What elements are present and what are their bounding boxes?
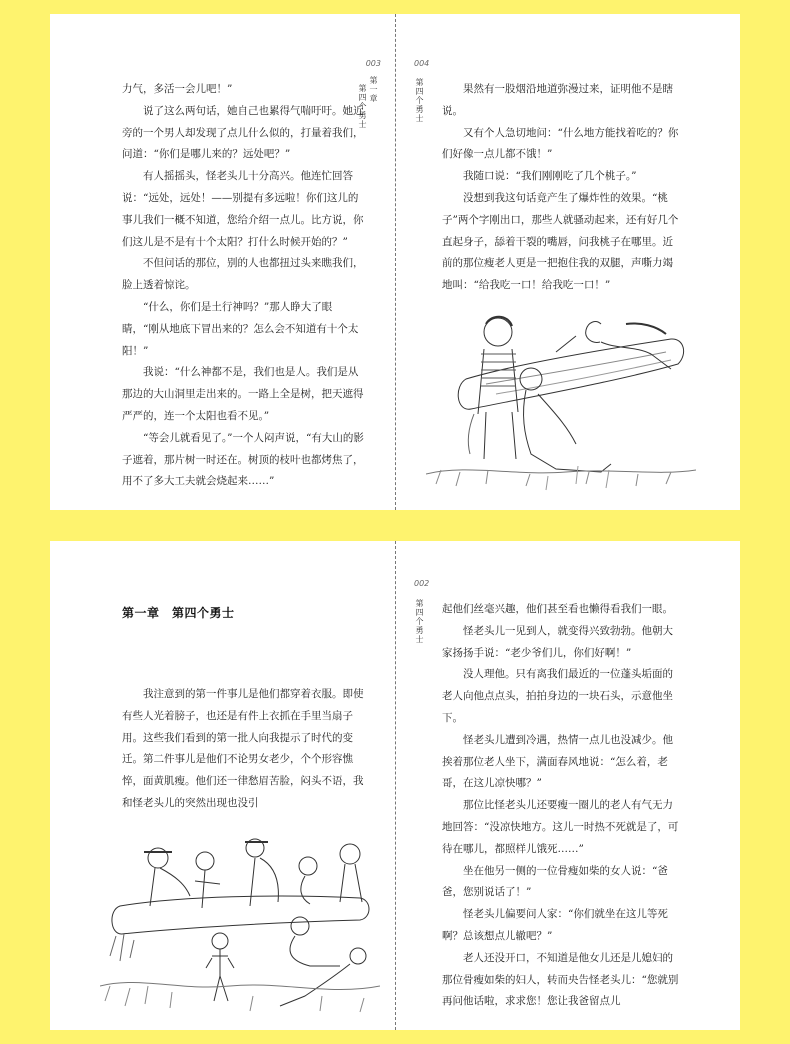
paragraph: 怪老头儿一见到人，就变得兴致勃勃。他朝大家扬扬手说：“老少爷们儿，你们好啊！” [442,624,673,659]
paragraph: 不但问话的那位，别的人也都扭过头来瞧我们，脸上透着惊诧。 [122,257,364,292]
paragraph: 没想到我这句话竟产生了爆炸性的效果。“桃子”两个字刚出口，那些人就骚动起来，还有好几个直起身子，舔着干裂的嘴唇，问我桃子在哪里。近前的那位瘦老人更是一把抱住我的双腿，声嘶力竭地叫：“给我吃一口！给我吃一口！” [442,191,679,292]
paragraph: 力气，多活一会儿吧！” [122,83,233,95]
running-header [414,78,425,123]
paragraph: 我注意到的第一件事儿是他们都穿着衣服。即使有些人光着膀子，也还是有件上衣抓在手里当扇子用。这些我们看到的第一批人向我提示了时代的变迁。第二件事儿是他们不论男女老少，个个形容憔悴，面黄肌瘦。他们还一律愁眉苦脸，闷头不语，我和怪老头儿的突然出现也没引 [122,688,364,809]
page-004 [396,14,740,510]
page-number: 002 [414,579,430,588]
chapter-title: 第一章 第四个勇士 [122,606,235,620]
paragraph: 我随口说：“我们刚刚吃了几个桃子。” [463,170,637,183]
paragraph: 又有个人急切地问：“什么地方能找着吃的？你们好像一点儿都不饿！” [442,126,679,161]
running-header-chapter: 第一章 [369,76,378,103]
running-header [414,599,425,644]
paragraph: 果然有一股烟沿地道弥漫过来，证明他不是瞎说。 [442,83,673,117]
illustration-crowd-on-log [100,836,380,1026]
paragraph: 有人摇摇头，怪老头儿十分高兴。他连忙回答说：“远处，远处！——别提有多远啦！你们这儿的事儿我们一概不知道，您给介绍一点儿。比方说，你们这儿是不是有十个太阳？打什么时候开始的？” [122,170,364,248]
body-text [442,79,682,297]
running-header-title: 第四个勇士 [415,599,424,644]
body-text [122,684,366,815]
paragraph: 没人理他。只有离我们最近的一位蓬头垢面的老人向他点点头，拍拍身边的一块石头，示意他坐下。 [442,668,673,724]
running-header-title: 第四个勇士 [415,78,424,123]
bottom-book-spread [50,541,740,1030]
illustration-people-by-log [426,294,696,494]
top-book-spread [50,14,740,510]
paragraph: “等会儿就看见了。”一个人闷声说，“有大山的影子遮着，那片树一时还在。树顶的枝叶也都烤焦了，用不了多大工夫就会烧起来……” [122,431,364,488]
paragraph: 说了这么两句话，她自己也累得气喘吁吁。她近旁的一个男人却发现了点儿什么似的，打量着我们，问道：“你们是哪儿来的？远处吧？” [122,104,364,161]
body-text [442,599,682,1013]
page-003 [50,14,395,510]
paragraph: “什么，你们是土行神吗？”那人睁大了眼睛，“刚从地底下冒出来的？怎么会不知道有十个太阳！” [122,300,359,357]
paragraph: 起他们丝毫兴趣，他们甚至看也懒得看我们一眼。 [442,603,673,615]
paragraph: 老人还没开口，不知道是他女儿还是儿媳妇的那位骨瘦如柴的妇人，转而央告怪老头儿：“您就别再问他话啦，求求您！您让我爸留点儿 [442,951,679,1008]
body-text [122,79,364,493]
page-number: 004 [414,59,430,68]
paragraph: 怪老头儿遭到冷遇，热情一点儿也没减少。他挨着那位老人坐下，满面春风地说：“怎么着，老哥，在这儿凉快哪？” [442,733,673,790]
paragraph: 我说：“什么神都不是，我们也是人。我们是从那边的大山洞里走出来的。一路上全是树，把天遮得严严的，连一个太阳也看不见。” [122,366,364,422]
page-number: 003 [365,59,381,68]
page-002 [396,541,740,1030]
paragraph: 坐在他另一侧的一位骨瘦如柴的女人说：“爸爸，您别说话了！” [442,864,668,899]
page-001 [50,541,395,1030]
paragraph: 那位比怪老头儿还要瘦一圈儿的老人有气无力地回答：“没凉快地方。这儿一时热不死就是了，可待在哪儿，都照样儿饿死……” [442,799,679,855]
running-header-title: 第四个勇士 [358,84,367,129]
paragraph: 怪老头儿偏要问人家：“你们就坐在这儿等死啊？总该想点儿辙吧？” [442,908,668,942]
